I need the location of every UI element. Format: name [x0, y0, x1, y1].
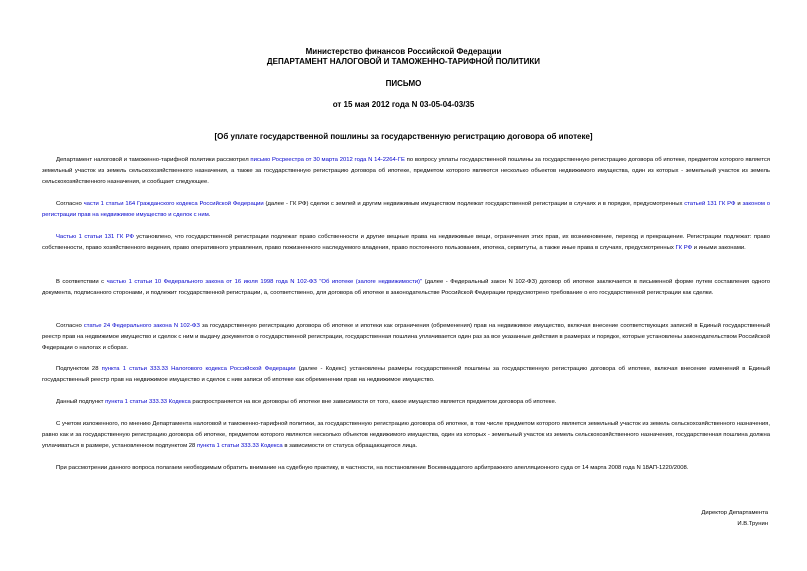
link-gk-article-131[interactable]: статьей 131 ГК РФ — [684, 201, 736, 207]
link-law-102-fz-article-10[interactable]: частью 1 статьи 10 Федерального закона от 16 июля 1998 года N 102-ФЗ "Об ипотеке (залоге недвижимости)" — [106, 279, 423, 285]
department-name: ДЕПАРТАМЕНТ НАЛОГОВОЙ И ТАМОЖЕННО-ТАРИФНОЙ ПОЛИТИКИ — [266, 57, 541, 66]
signature-title: Директор Департамента — [701, 510, 768, 516]
link-code-333-33[interactable]: пункта 1 статьи 333.33 Кодекса — [105, 399, 191, 405]
paragraph-9: При рассмотрении данного вопроса полагаем необходимым обратить внимание на судебную практику, в частности, на постановление Восемнадцатого арбитражного апелляционного суда от 14 марта 2008 года N 18АП-1220/2008. — [56, 465, 689, 471]
paragraph-8: С учетом изложенного, по мнению Департамента налоговой и таможенно-тарифной политики, за государственную регистрацию договора об ипотеке, в том числе предметом которого является земельный участок из земель сельскохозяйственного назначения, равно как и за государственную регистрацию договора об ипотеке, предметом которого являются несколько объектов недвижимого имущества, один из которых - земельный участок из земель сельскохозяйственного назначения, государственная пошлина должна уплачиваться в размере, установленном подпунктом 28 пункта 1 статьи 333.33 Кодекса в зависимости от статуса обращающегося лица. — [42, 421, 770, 449]
link-rosreestr-letter[interactable]: письмо Росреестра от 30 марта 2012 года N 14-2264-ГЕ — [250, 157, 405, 163]
link-registration-law[interactable]: законом о регистрации прав на недвижимое имущество и сделок с ним — [42, 201, 771, 218]
link-law-102-fz-article-24[interactable]: статье 24 Федерального закона N 102-ФЗ — [83, 323, 200, 329]
signature-name: И.В.Трунин — [737, 521, 768, 527]
paragraph-1: Департамент налоговой и таможенно-тарифной политики рассмотрел письмо Росреестра от 30 марта 2012 года N 14-2264-ГЕ по вопросу уплаты государственной пошлины за государственную регистрацию договора об ипотеке, предметом которого является земельный участок из земель сельскохозяйственного назначения, а также за государственную регистрацию договора об ипотеке, предметом которого являются несколько объектов недвижимого имущества, один из которых - земельный участок из земель сельскохозяйственного назначения, и сообщает следующее. — [42, 157, 770, 185]
paragraph-5: Согласно статье 24 Федерального закона N 102-ФЗ за государственную регистрацию договора об ипотеке и ипотеки как ограничения (обременения) прав на недвижимое имущество, включая внесение соответствующих записей в Единый государственный реестр прав на недвижимое имущество и сделок с ним и выдачу документов о государственной регистрации, государственная пошлина уплачивается один раз за все указанные действия в размерах и порядке, которые установлены законодательством Российской Федерации о налогах и сборах. — [42, 323, 770, 351]
paragraph-4: В соответствии с частью 1 статьи 10 Федерального закона от 16 июля 1998 года N 102-ФЗ "Об ипотеке (залоге недвижимости)" (далее - Федеральный закон N 102-ФЗ) договор об ипотеке заключается в письменной форме путем составления одного документа, подписанного сторонами, и подлежит государственной регистрации, а, соответственно, для договора об ипотеке в законодательстве Российской Федерации предусмотрено требование о его государственной регистрации как сделки. — [42, 279, 771, 296]
paragraph-6: Подпунктом 28 пункта 1 статьи 333.33 Налогового кодекса Российской Федерации (далее - Кодекс) установлены размеры государственной пошлины за государственную регистрацию договора об ипотеке, включая внесение изменений в Единый государственный реестр прав на недвижимое имущество и сделок с ним записи об ипотеке как обременении прав на недвижимое имущество. — [42, 366, 770, 383]
ministry-name: Министерство финансов Российской Федерации — [305, 47, 502, 56]
document-subject: [Об уплате государственной пошлины за государственную регистрацию договора об ипотеке] — [214, 132, 593, 141]
link-gk-rf[interactable]: ГК РФ — [675, 245, 693, 251]
document-date-number: от 15 мая 2012 года N 03-05-04-03/35 — [332, 100, 475, 109]
link-gk-article-164[interactable]: части 1 статьи 164 Гражданского кодекса Российской Федерации — [83, 201, 264, 207]
paragraph-2: Согласно части 1 статьи 164 Гражданского кодекса Российской Федерации (далее - ГК РФ) сделки с землей и другим недвижимым имуществом подлежат государственной регистрации в случаях и в порядке, предусмотренных статьей 131 ГК РФ и законом о регистрации прав на недвижимое имущество и сделок с ним. — [42, 201, 771, 218]
link-gk-article-131-part-1[interactable]: Частью 1 статьи 131 ГК РФ — [56, 234, 134, 240]
document-type: ПИСЬМО — [385, 79, 422, 88]
paragraph-7: Данный подпункт пункта 1 статьи 333.33 Кодекса распространяется на все договоры об ипотеке вне зависимости от того, какое имущество является предметом договора об ипотеке. — [56, 399, 557, 405]
link-code-333-33-status[interactable]: пункта 1 статьи 333.33 Кодекса — [196, 443, 283, 449]
link-tax-code-333-33[interactable]: пункта 1 статьи 333.33 Налогового кодекса Российской Федерации — [101, 366, 296, 372]
paragraph-3: Частью 1 статьи 131 ГК РФ установлено, что государственной регистрации подлежат право собственности и другие вещные права на недвижимые вещи, ограничения этих прав, их возникновение, переход и прекращение. Регистрации подлежат: право собственности, право хозяйственного ведения, право оперативного управления, право пожизненного наследуемого владения, право постоянного пользования, ипотека, сервитуты, а также иные права в случаях, предусмотренных ГК РФ и иными законами. — [42, 234, 770, 251]
